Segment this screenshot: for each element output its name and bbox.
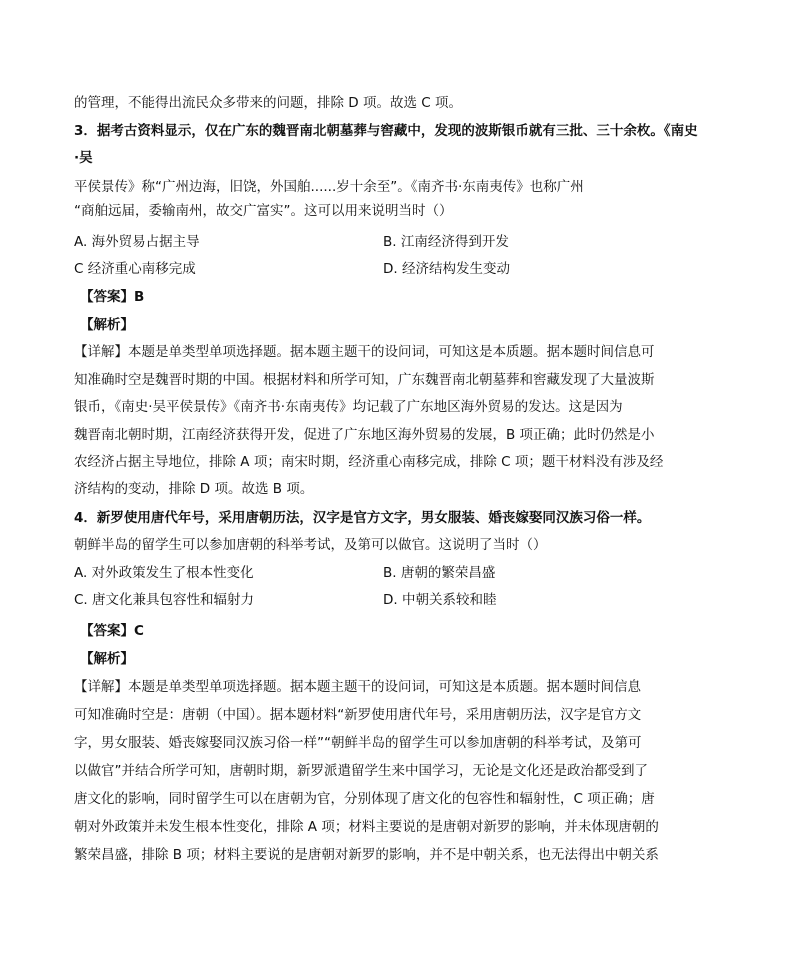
- q4-detail-line4: 以做官”并结合所学可知，唐朝时期，新罗派遣留学生来中国学习，无论是文化还是政治都受到了: [74, 763, 648, 779]
- q4-stem-line1: 4．新罗使用唐代年号，采用唐朝历法，汉字是官方文字，男女服装、婚丧嫁娶同汉族习俗一样。: [74, 510, 651, 526]
- q3-detail-line5: 农经济占据主导地位，排除 A 项；南宋时期，经济重心南移完成，排除 C 项；题干材料没有涉及经: [74, 454, 664, 470]
- q3-stem-line4: “商舶远届，委输南州，故交广富实”。这可以用来说明当时（）: [74, 203, 453, 219]
- previous-answer-tail: 的管理，不能得出流民众多带来的问题，排除 D 项。故选 C 项。: [74, 95, 462, 111]
- q4-option-d: D. 中朝关系较和睦: [383, 592, 497, 608]
- q3-detail-line2: 知准确时空是魏晋时期的中国。根据材料和所学可知，广东魏晋南北朝墓葬和窖藏发现了大量波斯: [74, 372, 655, 388]
- q3-detail-line3: 银币，《南史·吴平侯景传》《南齐书·东南夷传》均记载了广东地区海外贸易的发达。这是因为: [74, 399, 623, 415]
- q4-detail-line7: 繁荣昌盛，排除 B 项；材料主要说的是唐朝对新罗的影响，并不是中朝关系，也无法得出中朝关系: [74, 847, 659, 863]
- q4-detail-line5: 唐文化的影响，同时留学生可以在唐朝为官，分别体现了唐文化的包容性和辐射性，C 项正确；唐: [74, 791, 655, 807]
- q4-option-c: C. 唐文化兼具包容性和辐射力: [74, 592, 255, 608]
- q3-stem-line1: 3．据考古资料显示，仅在广东的魏晋南北朝墓葬与窖藏中，发现的波斯银币就有三批、三十余枚。《南史: [74, 123, 698, 139]
- q3-option-b: B. 江南经济得到开发: [383, 234, 509, 250]
- q3-option-c: C 经济重心南移完成: [74, 261, 196, 277]
- q4-option-a: A. 对外政策发生了根本性变化: [74, 565, 254, 581]
- q4-detail-line6: 朝对外政策并未发生根本性变化，排除 A 项；材料主要说的是唐朝对新罗的影响，并未体现唐朝的: [74, 819, 659, 835]
- q3-option-d: D. 经济结构发生变动: [383, 261, 510, 277]
- q3-detail-line1: 【详解】本题是单类型单项选择题。据本题主题干的设问词，可知这是本质题。据本题时间信息可: [74, 344, 655, 360]
- q3-stem-line2: ·吴: [74, 150, 93, 166]
- q3-analysis-label: 【解析】: [80, 317, 134, 333]
- q3-stem-line3: 平侯景传》称“广州边海，旧饶，外国舶......岁十余至”。《南齐书·东南夷传》也称广州: [74, 179, 584, 195]
- q4-detail-line3: 字，男女服装、婚丧嫁娶同汉族习俗一样”“朝鲜半岛的留学生可以参加唐朝的科举考试，及第可: [74, 735, 642, 751]
- q3-detail-line4: 魏晋南北朝时期，江南经济获得开发，促进了广东地区海外贸易的发展，B 项正确；此时仍然是小: [74, 427, 655, 443]
- q4-option-b: B. 唐朝的繁荣昌盛: [383, 565, 496, 581]
- q4-detail-line2: 可知准确时空是：唐朝（中国）。据本题材料“新罗使用唐代年号，采用唐朝历法，汉字是官方文: [74, 707, 642, 723]
- q3-option-a: A. 海外贸易占据主导: [74, 234, 200, 250]
- q4-analysis-label: 【解析】: [80, 651, 134, 667]
- q4-detail-line1: 【详解】本题是单类型单项选择题。据本题主题干的设问词，可知这是本质题。据本题时间信息: [74, 679, 641, 695]
- q4-answer: 【答案】C: [80, 623, 144, 639]
- q3-answer: 【答案】B: [80, 289, 145, 305]
- q3-detail-line6: 济结构的变动，排除 D 项。故选 B 项。: [74, 481, 314, 497]
- q4-stem-line2: 朝鲜半岛的留学生可以参加唐朝的科举考试，及第可以做官。这说明了当时（）: [74, 537, 547, 553]
